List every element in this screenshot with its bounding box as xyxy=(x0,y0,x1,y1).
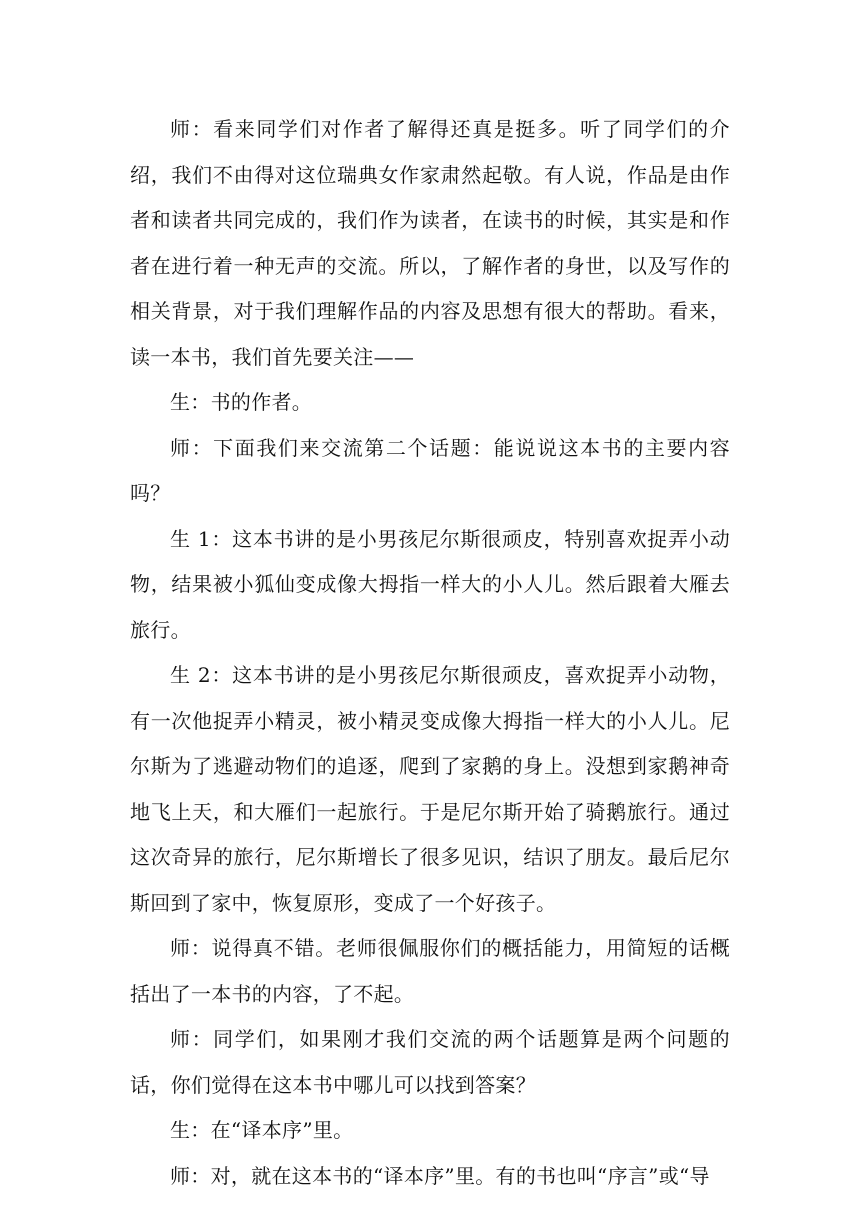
paragraph-teacher-preface: 师：对，就在这本书的“译本序”里。有的书也叫“序言”或“导 xyxy=(170,1163,710,1188)
paragraph-student-2-summary: 生 2：这本书讲的是小男孩尼尔斯很顽皮，喜欢捉弄小动物，有一次他捉弄小精灵，被小精灵变成像大拇指一样大的小人儿。尼尔斯为了逃避动物们的追逐，爬到了家鹅的身上。没想到家鹅神奇地飞上天，和大雁们一起旅行。于是尼尔斯开始了骑鹅旅行。通过这次奇异的旅行，尼尔斯增长了很多见识，结识了朋友。最后尼尔斯回到了家中，恢复原形，变成了一个好孩子。 xyxy=(130,663,730,915)
paragraph-teacher-second-topic: 师：下面我们来交流第二个话题：能说说这本书的主要内容吗？ xyxy=(130,435,730,505)
document-body xyxy=(130,107,730,1199)
paragraph-teacher-praise: 师：说得真不错。老师很佩服你们的概括能力，用简短的话概括出了一本书的内容，了不起。 xyxy=(130,936,730,1006)
paragraph-student-preface: 生：在“译本序”里。 xyxy=(170,1118,354,1142)
paragraph-student-1-summary: 生 1：这本书讲的是小男孩尼尔斯很顽皮，特别喜欢捉弄小动物，结果被小狐仙变成像大拇指一样大的小人儿。然后跟着大雁去旅行。 xyxy=(130,526,730,642)
paragraph-teacher-author: 师：看来同学们对作者了解得还真是挺多。听了同学们的介绍，我们不由得对这位瑞典女作家肃然起敬。有人说，作品是由作者和读者共同完成的，我们作为读者，在读书的时候，其实是和作者在进行着一种无声的交流。所以，了解作者的身世，以及写作的相关背景，对于我们理解作品的内容及思想有很大的帮助。看来，读一本书，我们首先要关注—— xyxy=(130,117,730,369)
paragraph-student-answer-author: 生：书的作者。 xyxy=(170,390,313,414)
paragraph-teacher-question: 师：同学们，如果刚才我们交流的两个话题算是两个问题的话，你们觉得在这本书中哪儿可以找到答案？ xyxy=(130,1027,730,1097)
